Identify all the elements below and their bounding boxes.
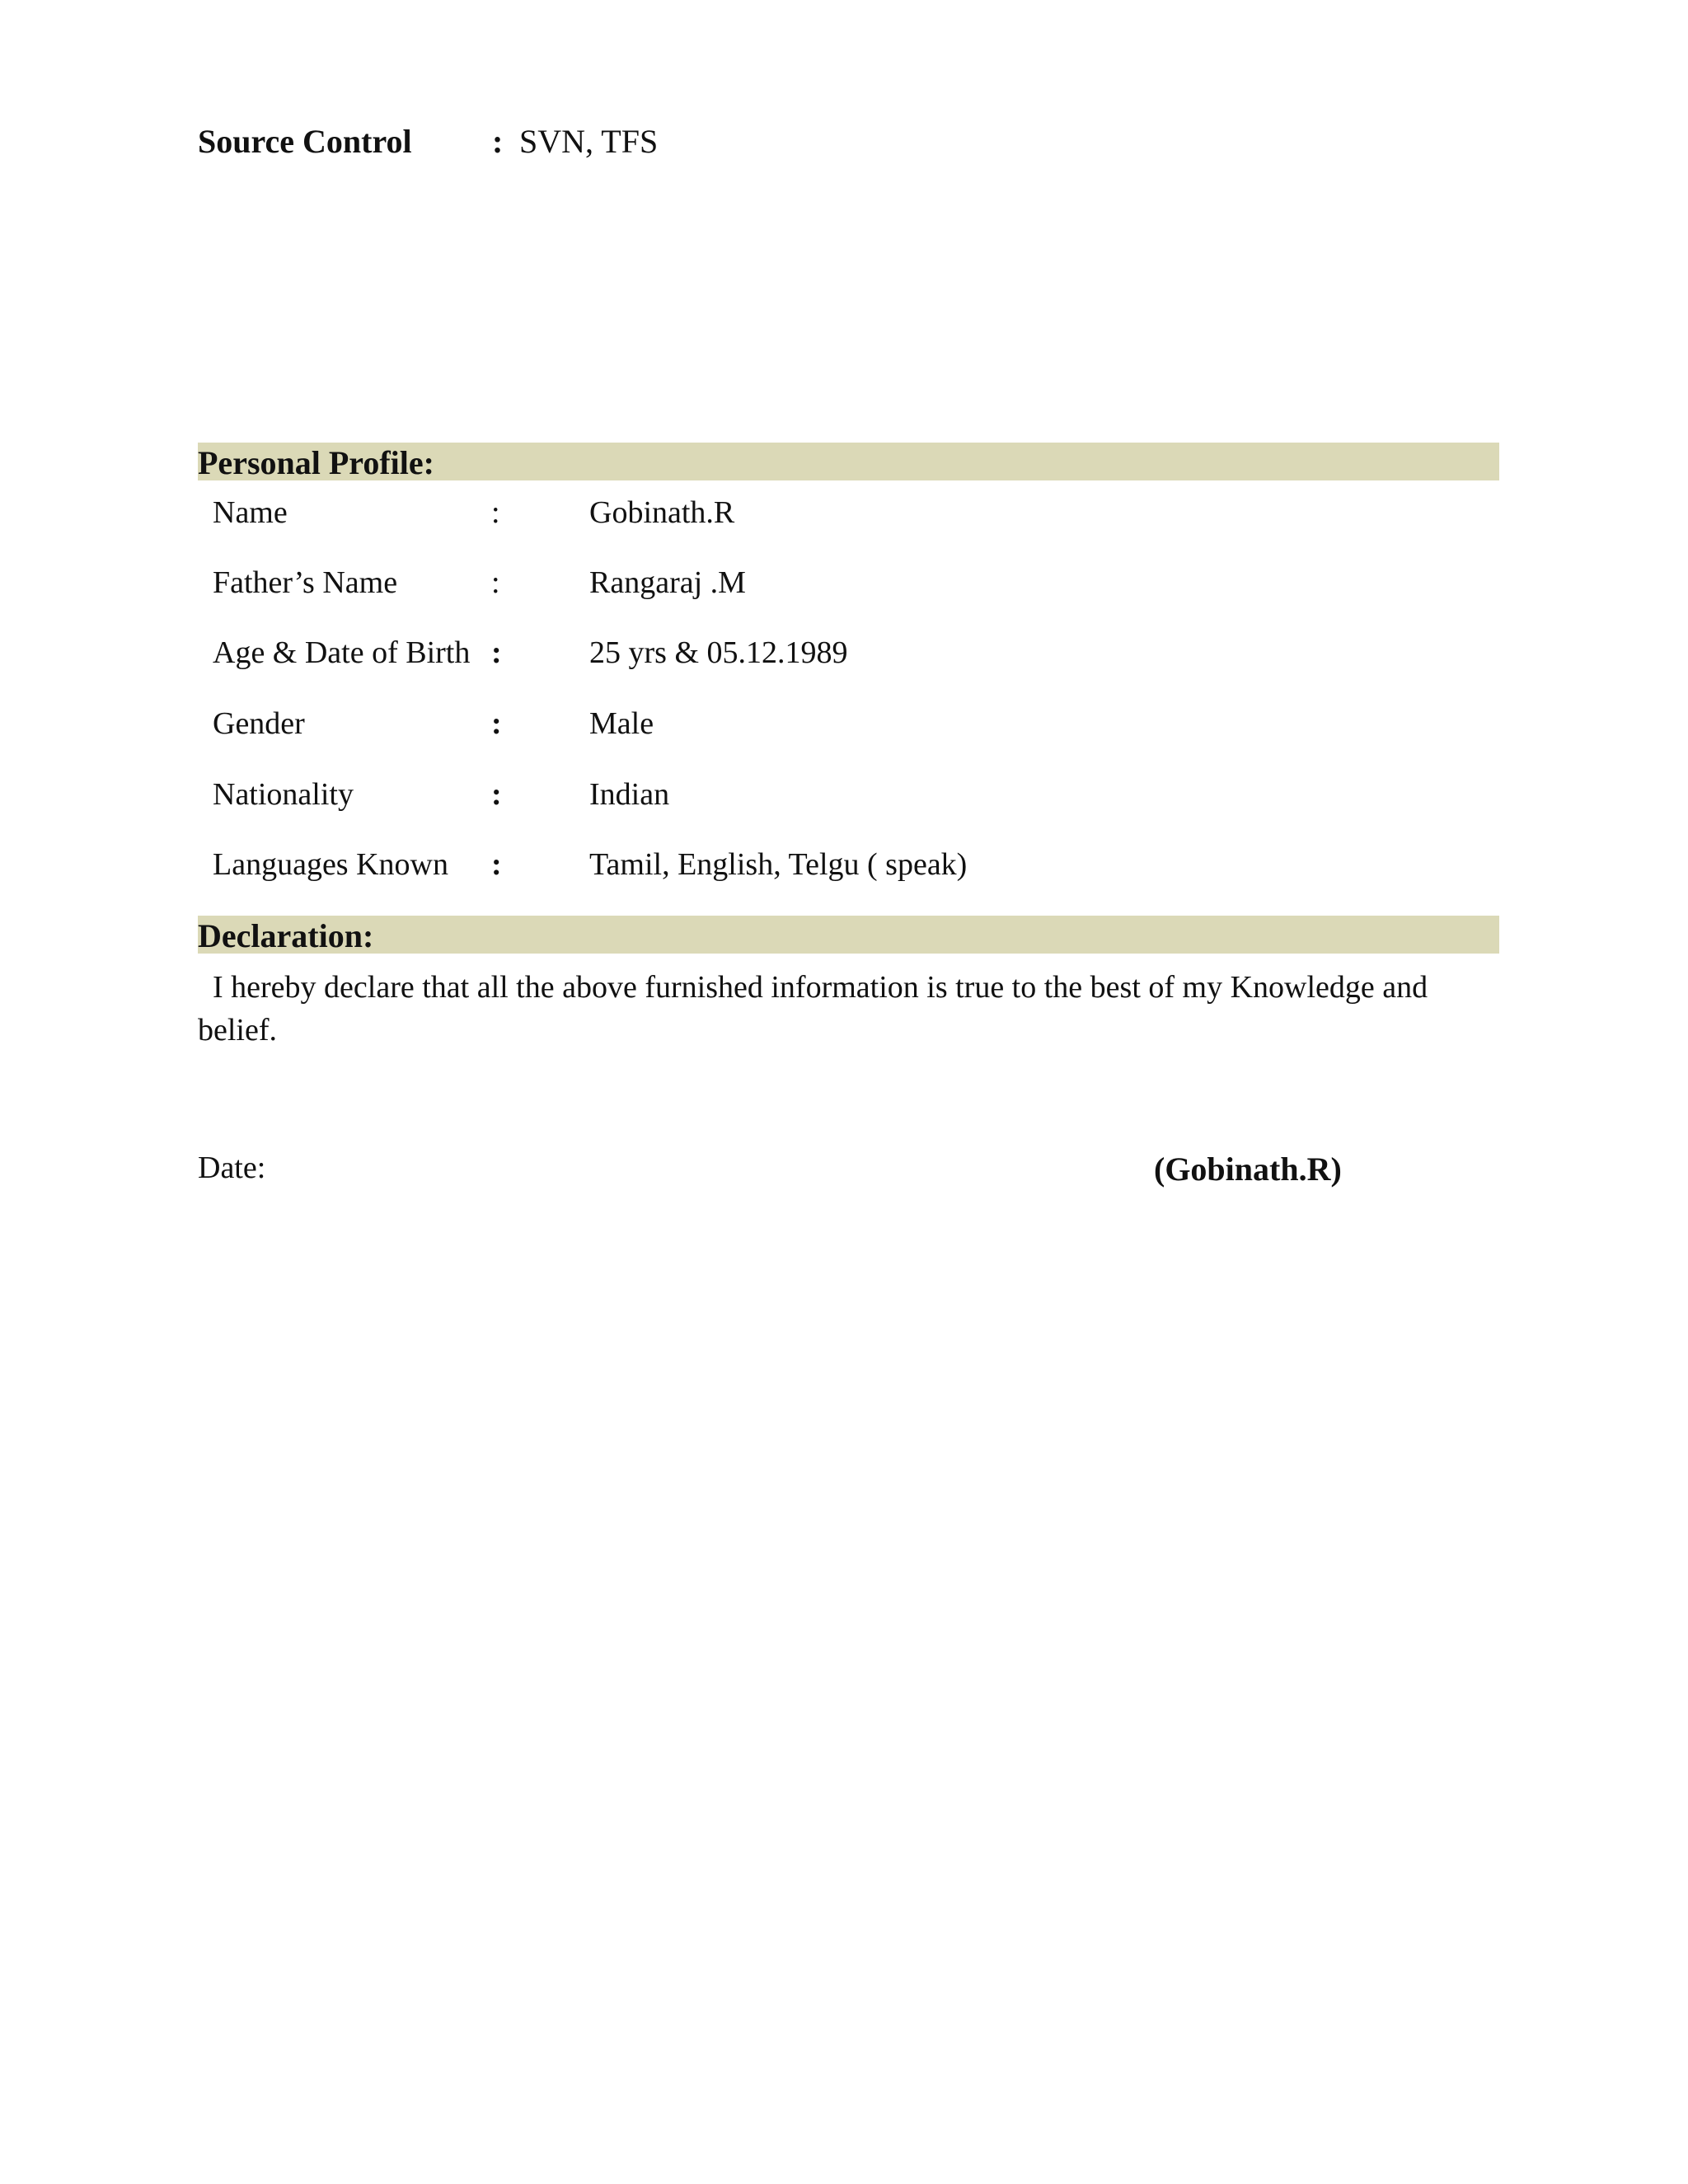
profile-row-colon: :	[491, 706, 502, 741]
profile-row-label: Nationality	[213, 777, 354, 812]
profile-row-label: Name	[213, 495, 288, 530]
personal-profile-header	[198, 443, 1499, 480]
profile-row-colon: :	[491, 847, 502, 882]
declaration-text: I hereby declare that all the above furnished information is true to the best of my Knowledge and belief.	[198, 970, 1428, 1047]
personal-profile-title: Personal Profile:	[198, 444, 434, 481]
source-control-label: Source Control	[198, 123, 412, 160]
profile-row-colon: :	[491, 777, 502, 812]
profile-row-value: Gobinath.R	[589, 495, 735, 530]
signature-name: (Gobinath.R)	[1154, 1151, 1342, 1188]
profile-row-label: Gender	[213, 706, 305, 741]
source-control-value: SVN, TFS	[519, 123, 659, 160]
profile-row-value: Rangaraj .M	[589, 565, 746, 600]
profile-row-value: Male	[589, 706, 654, 741]
profile-row-colon: :	[491, 495, 500, 530]
profile-row-value: 25 yrs & 05.12.1989	[589, 635, 848, 670]
profile-row-colon: :	[491, 635, 502, 670]
profile-row-colon: :	[491, 565, 500, 600]
profile-row-label: Age & Date of Birth	[213, 635, 471, 670]
profile-row-label: Father’s Name	[213, 565, 398, 600]
date-label: Date:	[198, 1151, 266, 1185]
source-control-colon: :	[492, 123, 504, 160]
declaration-title: Declaration:	[198, 917, 374, 954]
profile-row-label: Languages Known	[213, 847, 448, 882]
profile-row-value: Tamil, English, Telgu ( speak)	[589, 847, 968, 882]
profile-row-value: Indian	[589, 777, 670, 812]
declaration-header	[198, 916, 1499, 954]
